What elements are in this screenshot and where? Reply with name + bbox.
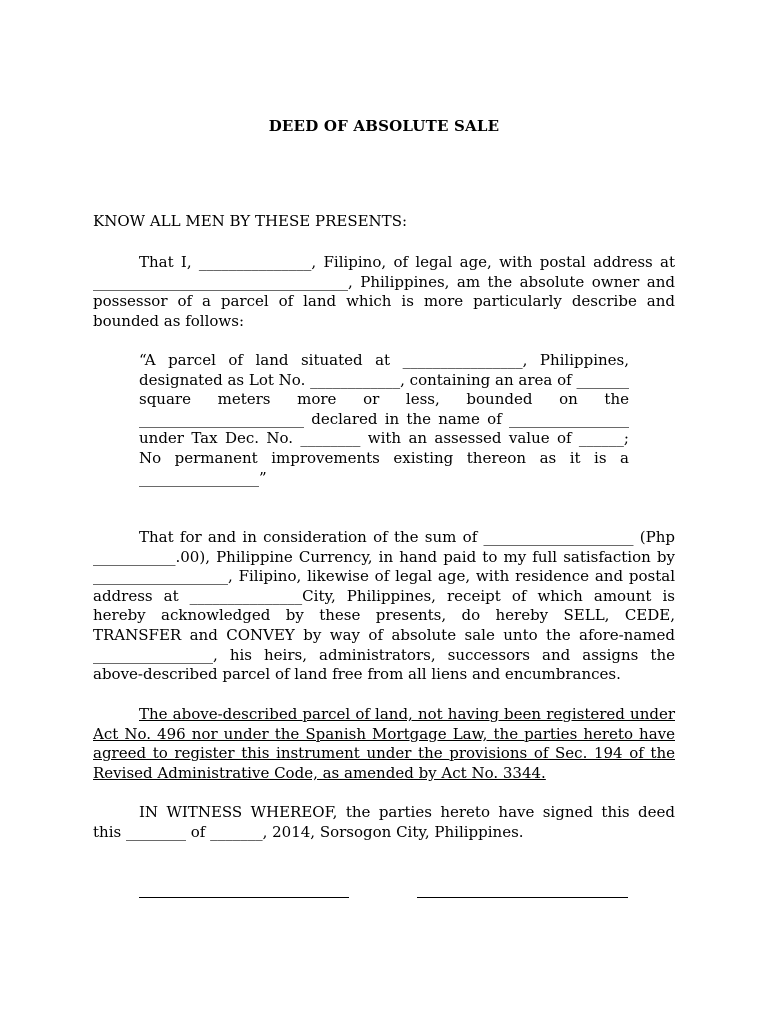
witness-clause: IN WITNESS WHEREOF, the parties hereto have signed this deed this ________ of _______, 2014, Sorsogon City, Philippines. (93, 803, 675, 841)
vendor-signature-line (139, 897, 349, 898)
property-description: “A parcel of land situated at ________________, Philippines, designated as Lot No. ____________, containing an area of _______ square meters more or less, bounded on the ______________________ declared in the name of ________________ under Tax Dec. No. ________ with an assessed value of ______; No permanent improvements existing thereon as it is a ________________” (139, 351, 629, 487)
vendee-signature-line (417, 897, 628, 898)
registration-paragraph: The above-described parcel of land, not having been registered under Act No. 496 nor under the Spanish Mortgage Law, the parties hereto have agreed to register this instrument under the provisions of Sec. 194 of the Revised Administrative Code, as amended by Act No. 3344. (93, 705, 675, 782)
intro-line: KNOW ALL MEN BY THESE PRESENTS: (93, 212, 408, 230)
consideration-paragraph: That for and in consideration of the sum of ____________________ (Php ___________.00), Philippine Currency, in hand paid to my full satisfaction by __________________, Filipino, likewise of legal age, with residence and postal address at _______________City, Philippines, receipt of which amount is hereby acknowledged by these presents, do hereby SELL, CEDE, TRANSFER and CONVEY by way of absolute sale unto the afore-named ________________, his heirs, administrators, successors and assigns the above-described parcel of land free from all liens and encumbrances. (93, 528, 675, 684)
document-title: DEED OF ABSOLUTE SALE (268, 117, 500, 135)
owner-paragraph: That I, _______________, Filipino, of legal age, with postal address at __________________________________, Philippines, am the absolute owner and possessor of a parcel of land which is more particularly describe and bounded as follows: (93, 253, 675, 330)
